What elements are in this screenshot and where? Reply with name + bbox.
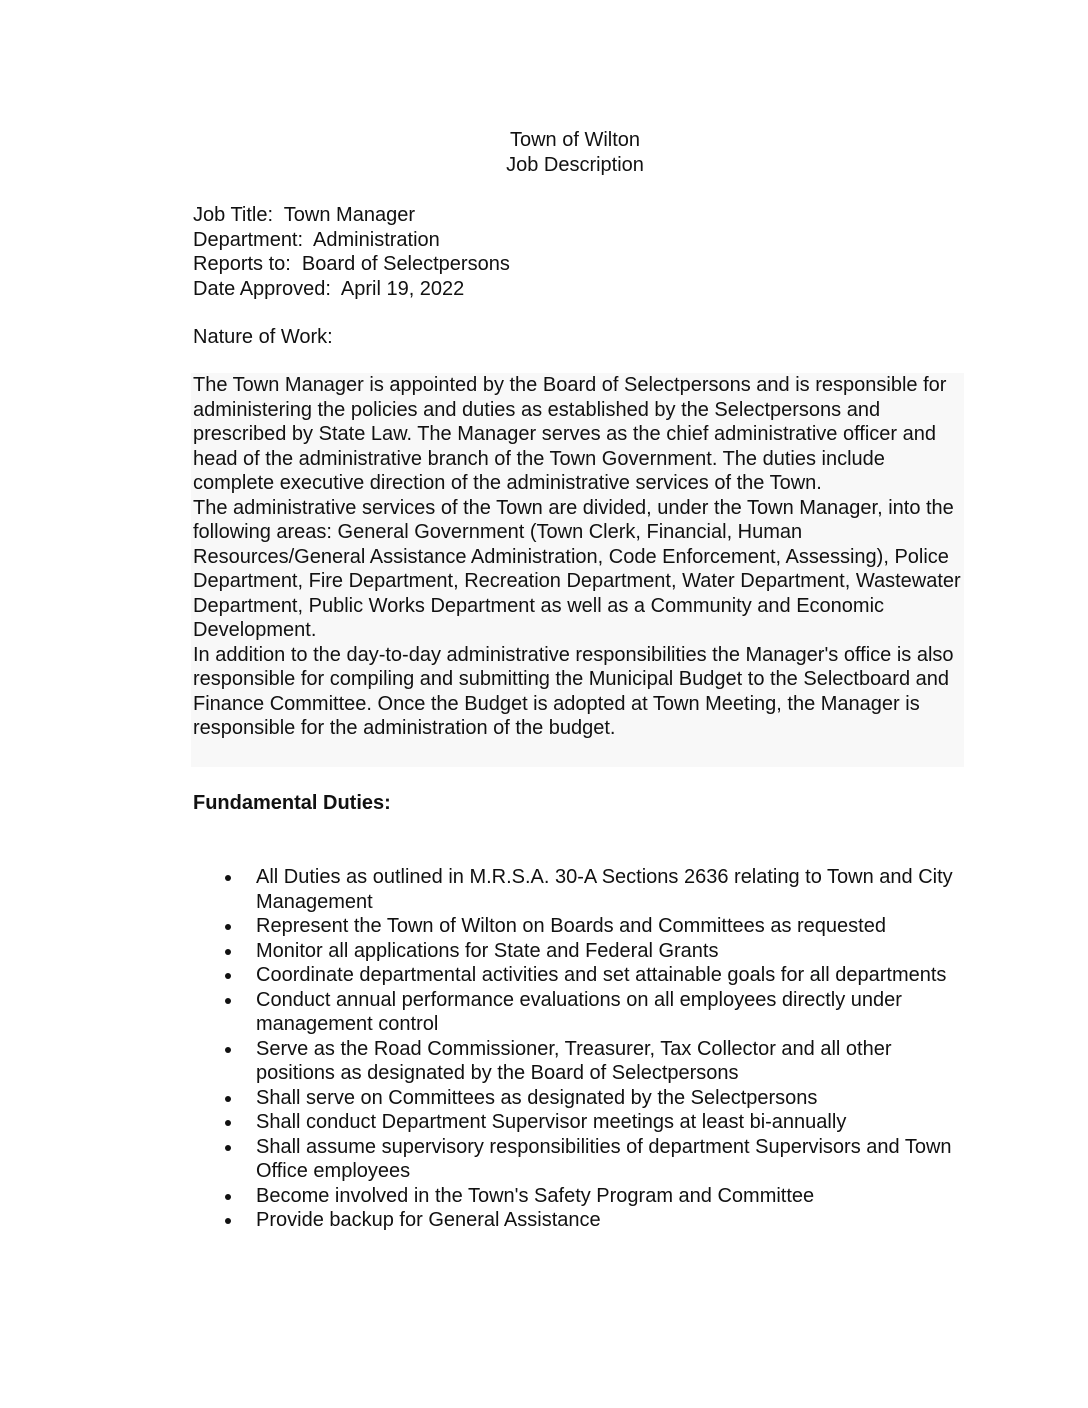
header-town: Town of Wilton — [509, 129, 641, 151]
duty-text: Serve as the Road Commissioner, Treasurer, Tax Collector and all other positions as designated by the Board of Selectpersons — [256, 1037, 892, 1084]
bullet-icon — [225, 1047, 231, 1053]
duty-item — [220, 865, 955, 914]
duty-text: Monitor all applications for State and Federal Grants — [256, 939, 719, 962]
fundamental-duties-heading: Fundamental Duties: — [193, 792, 391, 814]
job-title: Job Title: Town Manager — [193, 204, 415, 226]
duty-item — [220, 914, 955, 939]
duty-text: Conduct annual performance evaluations on all employees directly under management control — [256, 988, 902, 1035]
duty-item — [220, 1086, 955, 1111]
duty-item — [220, 1135, 955, 1184]
bullet-icon — [225, 924, 231, 930]
nature-of-work-heading: Nature of Work: — [193, 326, 333, 348]
nature-paragraph: In addition to the day-to-day administrative responsibilities the Manager's office is also responsible for compiling and submitting the Municipal Budget to the Selectboard and Finance Committee. Once the Budget is adopted at Town Meeting, the Manager is responsible for the administration of the budget. — [193, 643, 954, 739]
duty-item — [220, 1184, 955, 1209]
duty-item — [220, 939, 955, 964]
duty-item — [220, 988, 955, 1037]
duty-item — [220, 1208, 955, 1233]
duty-text: All Duties as outlined in M.R.S.A. 30-A Sections 2636 relating to Town and City Management — [256, 866, 953, 913]
bullet-icon — [225, 949, 231, 955]
department: Department: Administration — [193, 228, 440, 251]
duty-item — [220, 963, 955, 988]
bullet-icon — [225, 1145, 231, 1151]
bullet-icon — [225, 1096, 231, 1102]
nature-paragraph: The administrative services of the Town are divided, under the Town Manager, into the following areas: General Government (Town Clerk, Financial, Human Resources/General Assistance Administration, Code Enforcement, Assessing), Police Department, Fire Department, Recreation Department, Water Department, Wastewater Department, Public Works Department as well as a Community and Economic Development. — [193, 496, 961, 641]
duty-text: Provide backup for General Assistance — [256, 1209, 601, 1231]
duty-item — [220, 1037, 955, 1086]
duty-text: Coordinate departmental activities and set attainable goals for all departments — [256, 964, 947, 986]
bullet-icon — [225, 1194, 231, 1200]
duty-text: Become involved in the Town's Safety Program and Committee — [256, 1184, 815, 1207]
bullet-icon — [225, 998, 231, 1004]
bullet-icon — [225, 1120, 231, 1126]
header-doc-type: Job Description — [506, 154, 644, 176]
duties-list — [220, 865, 955, 1233]
duty-item — [220, 1110, 955, 1135]
duty-text: Shall conduct Department Supervisor meetings at least bi-annually — [256, 1111, 847, 1133]
duty-text: Represent the Town of Wilton on Boards and Committees as requested — [256, 915, 886, 937]
duty-text: Shall assume supervisory responsibilities of department Supervisors and Town Office employees — [256, 1135, 952, 1182]
bullet-icon — [225, 973, 231, 979]
duty-text: Shall serve on Committees as designated by the Selectpersons — [256, 1086, 818, 1109]
document-header — [0, 128, 1088, 178]
reports-to: Reports to: Board of Selectpersons — [193, 253, 510, 275]
nature-of-work-body — [193, 373, 968, 741]
job-meta — [193, 203, 510, 301]
bullet-icon — [225, 875, 231, 881]
date-approved: Date Approved: April 19, 2022 — [193, 277, 465, 300]
bullet-icon — [225, 1218, 231, 1224]
nature-paragraph: The Town Manager is appointed by the Board of Selectpersons and is responsible for administering the policies and duties as established by the Selectpersons and prescribed by State Law. The Manager serves as the chief administrative officer and head of the administrative branch of the Town Government. The duties include complete executive direction of the administrative services of the Town. — [193, 374, 947, 494]
